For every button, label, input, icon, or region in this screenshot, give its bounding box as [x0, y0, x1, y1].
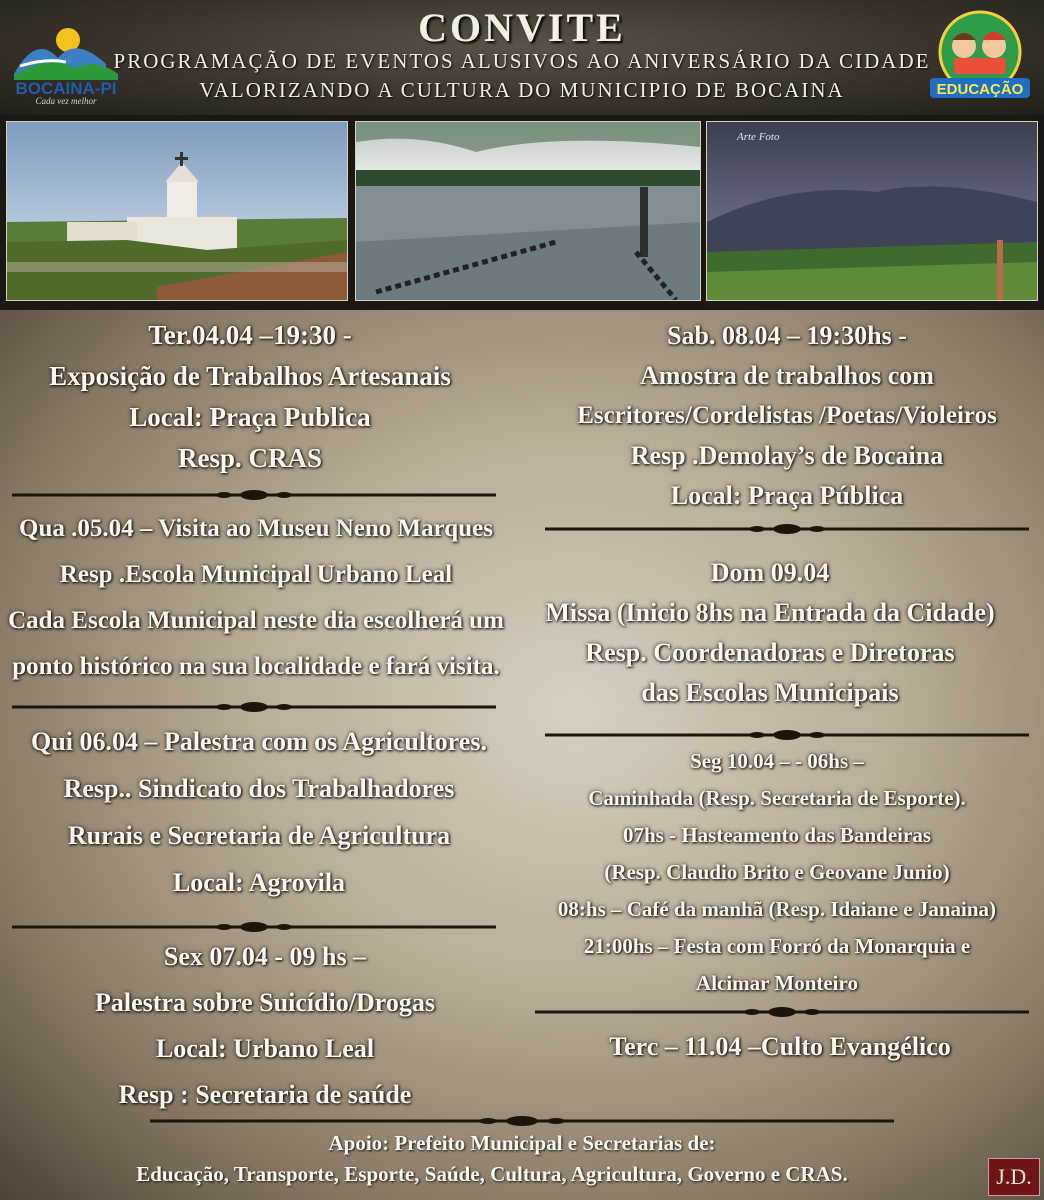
event-wed — [0, 506, 512, 690]
church-photo — [6, 121, 348, 301]
header — [0, 0, 1044, 115]
ornament-divider — [150, 1114, 894, 1128]
event-line: Dom 09.04 — [710, 558, 830, 587]
event-line: Seg 10.04 – - 06hs – — [690, 749, 864, 773]
event-line: Local: Praça Pública — [670, 481, 904, 510]
educacao-logo — [924, 8, 1036, 104]
event-line: Amostra de trabalhos com — [640, 361, 934, 390]
event-line: 08:hs – Café da manhã (Resp. Idaiane e Janaina) — [557, 897, 997, 921]
event-line: Ter.04.04 –19:30 - — [148, 320, 352, 350]
mountain-photo — [706, 121, 1038, 301]
event-line: Cada Escola Municipal neste dia escolherá um — [8, 607, 504, 634]
event-fri — [0, 934, 530, 1118]
page-title: CONVITE — [418, 5, 626, 50]
ornament-divider — [12, 920, 496, 934]
event-line: Caminhada (Resp. Secretaria de Esporte). — [588, 786, 966, 810]
event-mon — [510, 743, 1044, 1002]
event-line: Resp. CRAS — [177, 443, 323, 473]
event-tue-11 — [530, 1027, 1030, 1067]
logo-left-text: BOCAINA-PI — [15, 79, 117, 98]
event-line: Resp .Escola Municipal Urbano Leal — [59, 561, 453, 588]
event-line: Qui 06.04 – Palestra com os Agricultores. — [31, 727, 487, 756]
logo-right-text: EDUCAÇÃO — [936, 81, 1024, 98]
photo-strip — [0, 115, 1044, 310]
ornament-divider — [545, 522, 1029, 536]
photo-caption: Arte Foto — [737, 131, 780, 143]
ornament-divider — [12, 488, 496, 502]
event-line: Alcimar Monteiro — [696, 971, 858, 995]
event-line: Local: Praça Publica — [129, 402, 371, 432]
subtitle-2: VALORIZANDO A CULTURA DO MUNICIPIO DE BOCAINA — [199, 78, 845, 102]
event-line: Local: Urbano Leal — [155, 1034, 375, 1063]
event-sat — [530, 316, 1044, 516]
subtitle-1: PROGRAMAÇÃO DE EVENTOS ALUSIVOS AO ANIVERSÁRIO DA CIDADE — [113, 49, 931, 73]
author-badge: J.D. — [988, 1158, 1040, 1196]
event-sun — [520, 553, 1020, 713]
event-line: ponto histórico na sua localidade e fará visita. — [12, 653, 500, 680]
event-line: das Escolas Municipais — [641, 678, 899, 707]
ornament-divider — [12, 700, 496, 714]
event-line: Sex 07.04 - 09 hs – — [163, 942, 367, 971]
event-tue — [0, 315, 500, 479]
event-line: Qua .05.04 – Visita ao Museu Neno Marques — [19, 515, 493, 542]
ornament-divider — [535, 1005, 1029, 1019]
event-line: Palestra sobre Suicídio/Drogas — [95, 988, 435, 1017]
logo-left-tagline: Cada vez melhor — [35, 96, 97, 106]
footer-support: Apoio: Prefeito Municipal e Secretarias de: — [328, 1131, 716, 1155]
event-line: Resp. Coordenadoras e Diretoras — [585, 638, 955, 667]
event-line: 07hs - Hasteamento das Bandeiras — [622, 823, 932, 847]
event-line: Resp : Secretaria de saúde — [118, 1080, 412, 1109]
event-line: Resp.. Sindicato dos Trabalhadores — [63, 774, 455, 803]
lake-photo — [355, 121, 701, 301]
footer-departments: Educação, Transporte, Esporte, Saúde, Cultura, Agricultura, Governo e CRAS. — [136, 1162, 848, 1186]
event-line: Escritores/Cordelistas /Poetas/Violeiros — [577, 402, 997, 429]
event-line: Sab. 08.04 – 19:30hs - — [667, 321, 907, 350]
event-line: Resp .Demolay’s de Bocaina — [630, 441, 944, 470]
event-line: Rurais e Secretaria de Agricultura — [67, 821, 451, 850]
event-line: Terc – 11.04 –Culto Evangélico — [609, 1032, 951, 1061]
event-line: Missa (Inicio 8hs na Entrada da Cidade) — [545, 598, 995, 627]
event-line: (Resp. Claudio Brito e Geovane Junio) — [604, 860, 950, 884]
event-line: Exposição de Trabalhos Artesanais — [49, 361, 451, 391]
event-line: Local: Agrovila — [172, 868, 346, 897]
event-thu — [0, 718, 518, 906]
event-line: 21:00hs – Festa com Forró da Monarquia e — [583, 934, 971, 958]
ornament-divider — [545, 728, 1029, 742]
